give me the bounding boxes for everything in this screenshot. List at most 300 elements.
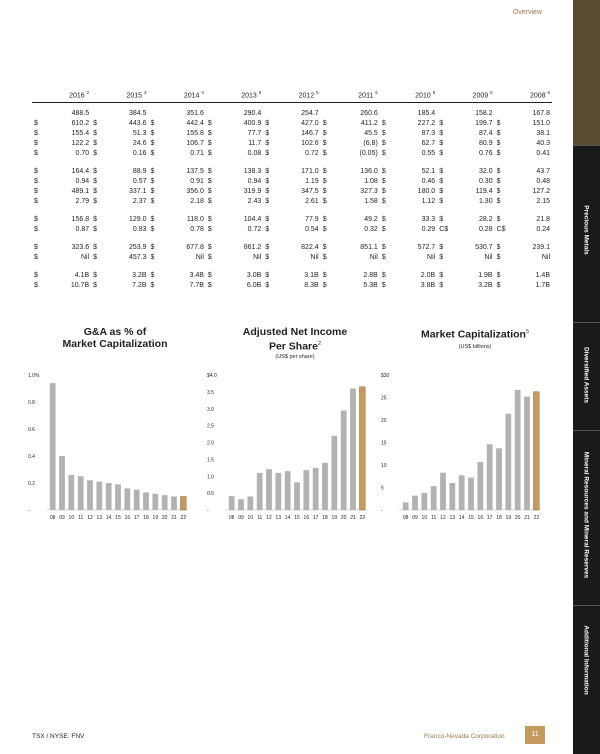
bar [229,496,235,510]
currency-cell: $ [322,130,327,138]
currency-cell: $ [265,150,270,158]
value-cell: 0.41 [536,150,550,158]
currency-cell: $ [496,244,501,252]
value-cell: 136.0 [360,168,378,176]
section-sidebar [573,0,600,754]
value-cell: 3.2B [478,282,493,290]
bar [313,468,319,510]
bar [180,497,186,511]
currency-cell: $ [322,226,327,234]
y-tick-label: - [381,508,383,514]
currency-cell: $ [34,178,38,186]
currency-cell: $ [322,168,327,176]
currency-cell: $ [34,120,38,128]
currency-cell: $ [93,188,98,196]
value-cell: 7.2B [132,282,147,290]
value-cell: Nil [541,254,550,262]
currency-cell: $ [322,178,327,186]
bar [449,483,455,510]
currency-cell: $ [496,168,501,176]
x-tick-label: 21 [350,515,356,521]
value-cell: 1.58 [364,198,378,206]
currency-cell: $ [34,282,38,290]
currency-cell: $ [93,226,98,234]
y-tick-label: 0.5 [207,491,214,498]
page-section-title: Overview [512,9,542,16]
value-cell: 400.9 [243,120,262,128]
value-cell: Nil [484,254,493,262]
currency-cell: $ [150,150,155,158]
year-header [263,90,320,103]
sidebar-tab-additional-information[interactable]: Additional Information [582,625,590,695]
sidebar-tab-diversified-assets[interactable]: Diversified Assets [582,346,590,404]
bar [143,492,149,510]
currency-cell [32,109,45,119]
bar [459,475,465,510]
currency-cell: $ [93,178,98,186]
value-cell: 21.8 [536,216,550,224]
x-tick-label: 16 [477,515,484,521]
bar [247,497,253,511]
value-cell: 2.37 [132,198,147,206]
value-cell: 0.87 [75,226,90,234]
x-tick-label: 13 [449,515,456,521]
currency-cell [321,109,334,119]
currency-cell: $ [381,178,386,186]
value-cell: 4.1B [74,272,90,280]
currency-cell: $ [439,216,444,224]
currency-cell: $ [207,198,212,206]
currency-cell: $ [34,198,38,206]
currency-cell: $ [207,150,212,158]
currency-cell: $ [207,254,212,262]
currency-cell: $ [34,140,38,148]
value-cell: 158.2 [475,110,493,118]
currency-cell: $ [381,254,386,262]
value-cell: 442.4 [186,120,204,128]
chart-subtitle-net-income: (US$ per share) [275,354,315,360]
currency-cell: $ [439,140,444,148]
value-cell: 0.55 [421,150,436,158]
value-cell: 0.70 [75,150,90,158]
currency-cell: $ [93,120,98,128]
currency-cell: $ [207,130,212,138]
value-cell: 1.7B [535,282,550,290]
currency-cell: $ [381,198,386,206]
value-cell: 87.3 [421,130,436,138]
year-header [495,90,552,103]
year-header [321,90,380,103]
value-cell: 77.9 [305,216,319,224]
value-cell: 119.4 [475,188,493,196]
currency-cell: $ [207,178,212,186]
currency-cell: $ [34,130,38,138]
value-cell: 254.7 [301,110,319,118]
currency-cell: $ [93,198,98,206]
value-cell: 5.3B [363,282,378,290]
x-tick-label: 08 [228,515,235,521]
bar [431,486,437,510]
bar [50,383,56,510]
value-cell: Nil [253,254,262,262]
sidebar-tab-precious-metals[interactable]: Precious Metals [582,205,590,255]
currency-cell: $ [322,120,327,128]
value-cell: 290.4 [243,110,262,118]
value-cell: 106.7 [186,140,204,148]
value-cell: 0.08 [247,150,262,158]
currency-cell: $ [439,178,444,186]
currency-cell: $ [322,244,327,252]
value-cell: 610.2 [71,120,90,128]
value-cell: 1.12 [421,198,436,206]
year-header [206,90,263,103]
currency-cell: $ [322,188,327,196]
currency-cell: $ [496,188,501,196]
currency-cell: $ [207,282,212,290]
value-cell: Nil [369,254,378,262]
year-footnote: 2 [86,90,90,95]
table-row [32,109,552,119]
bar [275,473,281,510]
sidebar-tab-mineral-resources[interactable]: Mineral Resources and Mineral Reserves [582,451,590,579]
value-cell: 156.8 [71,216,90,224]
y-tick-label: 0.6 [28,427,35,433]
value-cell: 572.7 [417,244,436,252]
currency-cell: $ [34,188,38,196]
currency-cell: $ [93,282,98,290]
value-cell: 356.0 [186,188,204,196]
currency-cell: $ [265,168,270,176]
x-tick-label: 16 [124,515,131,521]
value-cell: 2.15 [536,198,550,206]
table-row [32,215,552,225]
value-cell: 87.4 [478,130,493,138]
year-header [149,90,206,103]
x-tick-label: 16 [303,515,310,521]
currency-cell: $ [322,254,327,262]
value-cell: 155.4 [71,130,90,138]
currency-cell: $ [150,178,155,186]
value-cell: 347.5 [301,188,319,196]
currency-cell: $ [34,216,38,224]
bar [421,493,427,510]
currency-cell: $ [265,254,270,262]
value-cell: 155.8 [186,130,204,138]
currency-cell: $ [322,198,327,206]
value-cell: 0.30 [478,178,493,186]
value-cell: 489.1 [71,188,90,196]
currency-cell: $ [439,150,444,158]
value-cell: (6.8) [363,140,378,148]
currency-cell: $ [93,216,98,224]
value-cell: 861.2 [243,244,262,252]
table-row [32,225,552,235]
year-label: 2012 [298,92,315,100]
sidebar-segment-overview [573,0,600,145]
x-tick-label: 14 [458,515,465,521]
value-cell: 127.2 [532,188,550,196]
table-row [32,177,552,187]
value-cell: 45.5 [364,130,378,138]
x-tick-label: 13 [96,515,103,521]
currency-cell: $ [439,188,444,196]
value-cell: 530.7 [475,244,493,252]
currency-cell: $ [265,140,270,148]
x-tick-label: 19 [505,515,512,521]
value-cell: 6.0B [246,282,262,290]
value-cell: 323.6 [71,244,90,252]
x-tick-label: 18 [322,515,328,521]
currency-cell: $ [150,272,155,280]
value-cell: Nil [195,254,204,262]
footer-company: Franco-Nevada Corporation [424,733,505,740]
table-row [32,253,552,263]
value-cell: 351.6 [186,110,204,118]
currency-cell: $ [150,120,155,128]
currency-cell: $ [496,120,501,128]
value-cell: 43.7 [536,168,550,176]
value-cell: Nil [427,254,436,262]
x-tick-label: 20 [340,515,347,521]
year-footnote: 5 [316,90,319,95]
currency-cell: $ [93,272,98,280]
currency-cell: $ [322,150,327,158]
currency-cell: $ [496,178,501,186]
currency-cell: $ [265,272,270,280]
currency-cell: $ [34,150,38,158]
value-cell: 129.0 [128,216,147,224]
currency-cell: $ [207,140,212,148]
currency-cell: C$ [439,226,449,234]
currency-cell: $ [207,272,212,280]
currency-cell: $ [150,130,155,138]
value-cell: 0.24 [536,226,550,234]
year-header [32,90,91,103]
y-tick-label: 1.0% [28,373,40,379]
chart-title-line: Market Capitalization [62,338,168,350]
chart-title-line: Market Capitalization$^5$ [420,328,530,341]
value-cell: 0.94 [247,178,262,186]
ga-bar-chart [26,370,196,530]
value-cell: 319.9 [243,188,262,196]
value-cell: 80.9 [478,140,493,148]
currency-cell: $ [439,282,444,290]
value-cell: 51.3 [132,130,147,138]
currency-cell: $ [381,188,386,196]
currency-cell: $ [265,130,270,138]
year-label: 2008 [529,92,546,100]
currency-cell: $ [496,254,501,262]
currency-cell: $ [150,140,155,148]
x-tick-label: 22 [359,515,366,521]
x-tick-label: 21 [171,515,177,521]
x-tick-label: 11 [431,515,437,521]
value-cell: 10.7B [70,282,90,290]
x-tick-label: 15 [294,515,300,521]
chart-title-line: Per Share$^2$ [268,340,322,353]
table-row [32,281,552,291]
bar [487,444,493,510]
value-cell: 253.9 [128,244,147,252]
bar [257,473,263,510]
bar [505,414,511,510]
value-cell: 0.29 [421,226,436,234]
value-cell: 822.4 [301,244,319,252]
value-cell: 0.91 [190,178,204,186]
bar [294,482,300,510]
x-tick-label: 21 [524,515,530,521]
x-tick-label: 22 [533,515,540,521]
year-footnote: 3 [144,90,147,95]
y-tick-label: 10 [381,463,387,469]
currency-cell [495,109,508,119]
bar [124,488,130,510]
bar [106,483,112,510]
currency-cell: $ [93,130,98,138]
value-cell: 49.2 [364,216,378,224]
bar [468,478,474,510]
value-cell: 677.8 [186,244,204,252]
value-cell: 2.43 [247,198,262,206]
year-label: 2013 [241,92,257,100]
bar [477,462,483,510]
bar [359,387,365,510]
currency-cell: $ [265,282,270,290]
value-cell: 337.1 [128,188,147,196]
value-cell: (0.05) [359,150,378,158]
currency-cell: $ [439,168,444,176]
bar [403,502,409,510]
bar [68,475,74,510]
y-tick-label: 5 [381,485,384,492]
x-tick-label: 15 [468,515,474,521]
year-label: 2011 [358,92,374,100]
value-cell: 384.5 [128,110,147,118]
currency-cell: $ [150,188,155,196]
currency-cell: $ [93,150,98,158]
financial-history-table [32,90,552,291]
currency-cell: $ [265,188,270,196]
currency-cell: $ [150,282,155,290]
value-cell: 118.0 [186,216,204,224]
x-tick-label: 14 [284,515,291,521]
year-footnote: 5 [375,90,378,95]
value-cell: 2.18 [190,198,204,206]
currency-cell [149,109,162,119]
currency-cell: $ [207,216,212,224]
currency-cell: $ [381,244,386,252]
value-cell: 151.0 [532,120,550,128]
currency-cell: $ [265,198,270,206]
currency-cell [437,109,450,119]
chart-title-footnote: 2 [317,341,322,347]
currency-cell: $ [381,226,386,234]
x-tick-label: 12 [440,515,446,521]
x-tick-label: 11 [257,515,263,521]
currency-cell: $ [496,272,501,280]
bar [266,469,272,510]
value-cell: 227.2 [417,120,436,128]
value-cell: 0.94 [75,178,90,186]
x-tick-label: 08 [402,515,409,521]
currency-cell: $ [207,168,212,176]
currency-cell: $ [322,140,327,148]
value-cell: 443.6 [128,120,147,128]
chart-title-ga [30,326,200,350]
value-cell: 0.72 [247,226,262,234]
value-cell: 199.7 [475,120,493,128]
value-cell: 0.71 [190,150,204,158]
footer-ticker: TSX / NYSE: FNV [32,733,85,740]
y-tick-label: 1.5 [207,457,214,464]
value-cell: 488.5 [71,110,90,118]
value-cell: 102.6 [301,140,319,148]
value-cell: 33.3 [421,216,436,224]
value-cell: 24.6 [132,140,147,148]
x-tick-label: 20 [161,515,168,521]
value-cell: 38.1 [536,130,550,138]
year-footnote: 6 [490,90,493,95]
currency-cell: C$ [496,226,506,234]
y-tick-label: 0.4 [28,454,35,460]
currency-cell: $ [150,226,155,234]
currency-cell [91,109,104,119]
value-cell: 260.6 [360,110,378,118]
y-tick-label: 25 [381,395,387,402]
value-cell: 427.0 [301,120,319,128]
bar [496,448,502,510]
value-cell: 3.8B [420,282,436,290]
bar [87,480,93,510]
x-tick-label: 12 [266,515,272,521]
currency-cell: $ [34,168,38,176]
x-tick-label: 11 [78,515,84,521]
value-cell: 88.9 [132,168,147,176]
bar [238,499,244,510]
value-cell: 0.72 [305,150,319,158]
value-cell: 0.83 [132,226,147,234]
currency-cell: $ [496,216,501,224]
currency-cell: $ [381,168,386,176]
bar [524,397,530,510]
currency-cell: $ [34,244,38,252]
value-cell: Nil [80,254,90,262]
x-tick-label: 18 [496,515,502,521]
currency-cell: $ [150,254,155,262]
value-cell: 138.3 [243,168,262,176]
year-footnote: 6 [547,90,550,95]
currency-cell [380,109,393,119]
x-tick-label: 09 [412,515,418,521]
currency-cell: $ [439,254,444,262]
chart-title-line: G&A as % of [83,326,147,338]
currency-cell: $ [322,272,327,280]
market-cap-bar-chart [379,370,549,530]
y-tick-label: 15 [381,440,387,447]
net-income-bar-chart [205,370,375,530]
value-cell: 122.2 [71,140,90,148]
chart-title-footnote: 5 [525,329,530,335]
currency-cell: $ [322,216,327,224]
value-cell: 137.5 [186,168,204,176]
currency-cell: $ [439,272,444,280]
value-cell: 180.0 [417,188,436,196]
chart-title-line: Adjusted Net Income [242,326,348,338]
value-cell: 2.8B [363,272,378,280]
bar [331,436,337,510]
x-tick-label: 15 [115,515,121,521]
bar [440,473,446,510]
